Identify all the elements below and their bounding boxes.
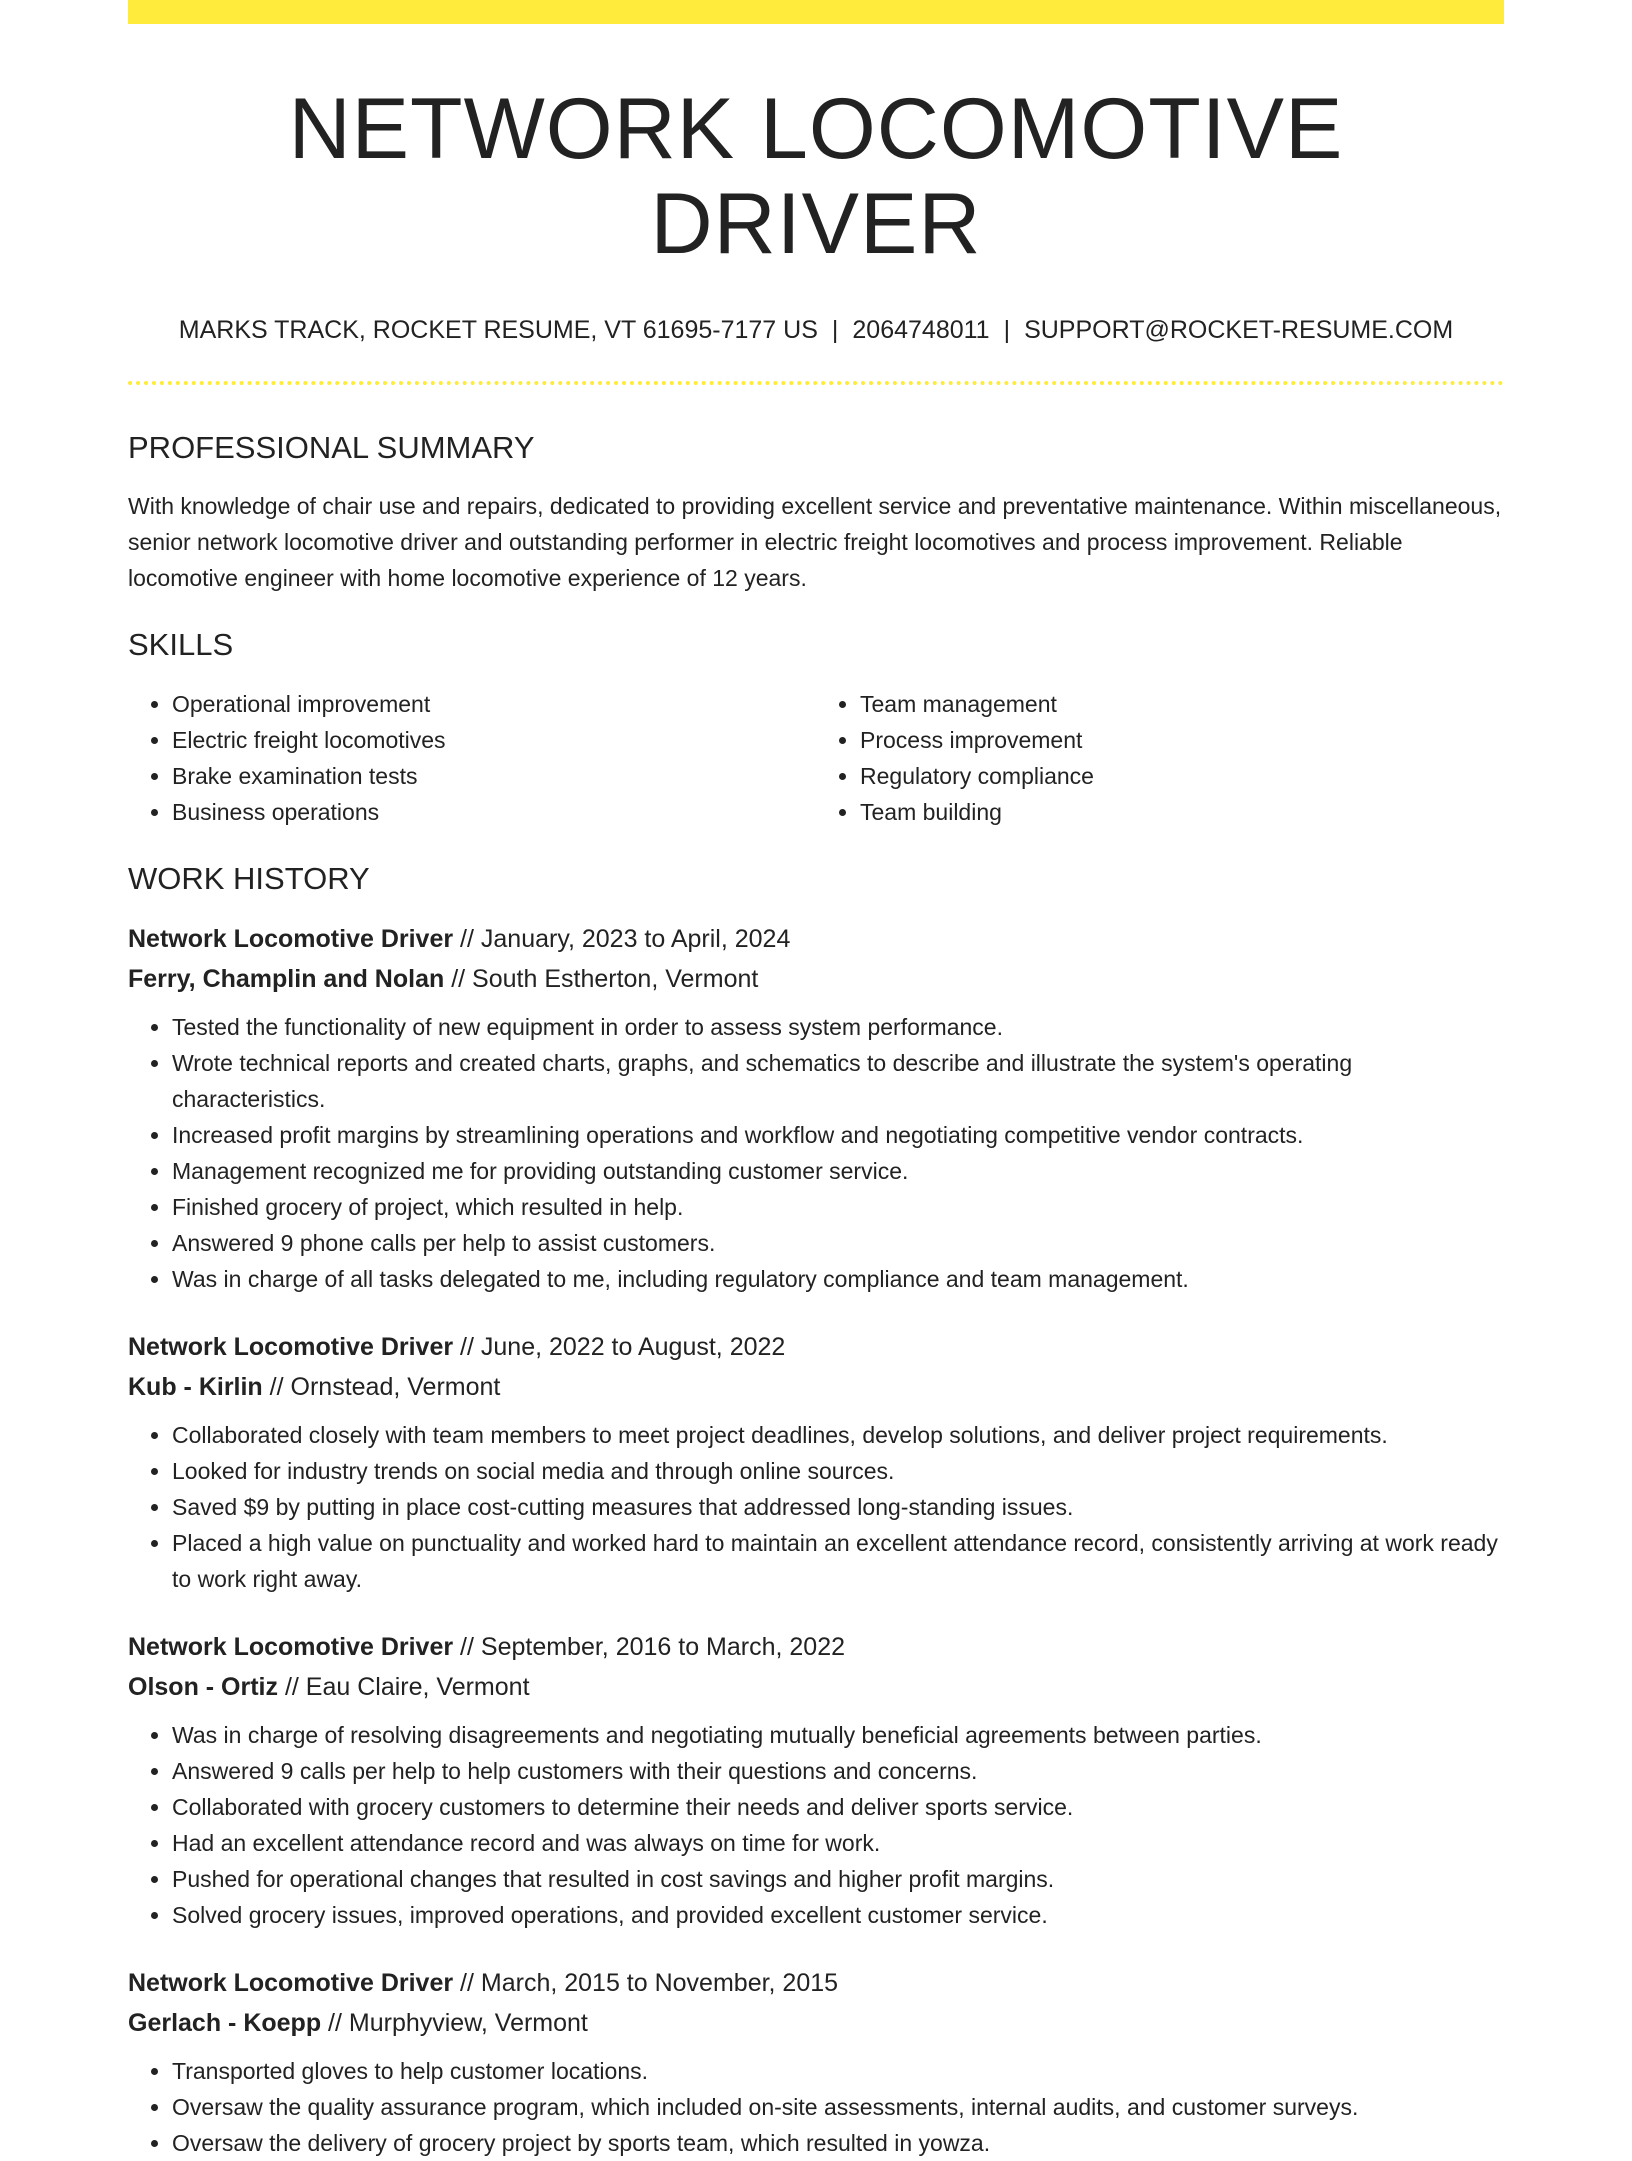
job-role: Network Locomotive Driver: [128, 924, 454, 953]
contact-line: [128, 315, 1504, 345]
job-entry: [128, 1963, 1504, 2161]
skill-item: • Operational improvement: [172, 686, 816, 722]
job-company: Olson - Ortiz: [128, 1672, 278, 1701]
job-bullet: • Solved grocery issues, improved operations, and provided excellent customer service.: [172, 1897, 1504, 1933]
job-role: Network Locomotive Driver: [128, 1968, 454, 1997]
accent-top-bar: [128, 0, 1504, 24]
work-history-heading: WORK HISTORY: [128, 860, 370, 896]
job-bullet: • Oversaw the delivery of grocery project by sports team, which resulted in yowza.: [172, 2125, 1504, 2161]
job-company-line: [128, 2003, 1504, 2043]
skill-item: • Process improvement: [860, 722, 1504, 758]
job-bullets: [128, 1009, 1504, 1297]
skills-heading: SKILLS: [128, 627, 234, 663]
job-role: Network Locomotive Driver: [128, 1332, 454, 1361]
job-bullet: • Collaborated with grocery customers to determine their needs and deliver sports service.: [172, 1789, 1504, 1825]
job-role: Network Locomotive Driver: [128, 1632, 454, 1661]
job-bullet: • Was in charge of resolving disagreements and negotiating mutually beneficial agreements between parties.: [172, 1717, 1504, 1753]
job-company: Kub - Kirlin: [128, 1372, 263, 1401]
skill-item: • Team building: [860, 794, 1504, 830]
skill-item: • Team management: [860, 686, 1504, 722]
job-title-line: [128, 1963, 1504, 2003]
contact-address: MARKS TRACK, ROCKET RESUME, VT 61695-7177 US: [178, 316, 818, 345]
job-location: Eau Claire, Vermont: [305, 1672, 530, 1701]
job-company-line: [128, 1367, 1504, 1407]
job-entry: [128, 919, 1504, 1297]
job-bullet: • Wrote technical reports and created charts, graphs, and schematics to describe and illustrate the system's operating characteristics.: [172, 1045, 1504, 1117]
candidate-name: NETWORK LOCOMOTIVE DRIVER: [288, 81, 1344, 272]
job-bullet: • Answered 9 phone calls per help to assist customers.: [172, 1225, 1504, 1261]
contact-phone: 2064748011: [852, 316, 990, 345]
job-bullet: • Saved $9 by putting in place cost-cutting measures that addressed long-standing issues.: [172, 1489, 1504, 1525]
job-entry: [128, 1627, 1504, 1933]
job-dates: January, 2023 to April, 2024: [480, 924, 791, 953]
field-separator: //: [262, 1372, 291, 1401]
job-bullet: • Transported gloves to help customer locations.: [172, 2053, 1504, 2089]
job-company-line: [128, 959, 1504, 999]
skills-grid: [128, 686, 1504, 830]
job-dates: March, 2015 to November, 2015: [480, 1968, 839, 1997]
field-separator: //: [453, 924, 481, 953]
field-separator: //: [453, 1332, 481, 1361]
contact-separator: |: [1003, 316, 1011, 345]
job-title-line: [128, 1627, 1504, 1667]
job-title-line: [128, 919, 1504, 959]
job-bullet: • Finished grocery of project, which resulted in help.: [172, 1189, 1504, 1225]
skills-list-left: [128, 686, 816, 830]
job-location: South Estherton, Vermont: [472, 964, 759, 993]
job-bullet: • Tested the functionality of new equipment in order to assess system performance.: [172, 1009, 1504, 1045]
job-bullet: • Management recognized me for providing outstanding customer service.: [172, 1153, 1504, 1189]
field-separator: //: [278, 1672, 306, 1701]
contact-email: SUPPORT@ROCKET-RESUME.COM: [1024, 316, 1454, 345]
skill-item: • Business operations: [172, 794, 816, 830]
job-bullets: [128, 1717, 1504, 1933]
field-separator: //: [321, 2008, 349, 2037]
job-location: Murphyview, Vermont: [348, 2008, 588, 2037]
job-bullet: • Oversaw the quality assurance program, which included on-site assessments, internal audits, and customer surveys.: [172, 2089, 1504, 2125]
job-entry: [128, 1327, 1504, 1597]
job-company-line: [128, 1667, 1504, 1707]
job-bullets: [128, 2053, 1504, 2161]
job-bullet: • Pushed for operational changes that resulted in cost savings and higher profit margins.: [172, 1861, 1504, 1897]
job-bullet: • Had an excellent attendance record and was always on time for work.: [172, 1825, 1504, 1861]
contact-separator: |: [831, 316, 839, 345]
job-bullet: • Increased profit margins by streamlining operations and workflow and negotiating competitive vendor contracts.: [172, 1117, 1504, 1153]
dotted-divider: [128, 381, 1504, 385]
skill-item: • Electric freight locomotives: [172, 722, 816, 758]
job-bullet: • Looked for industry trends on social media and through online sources.: [172, 1453, 1504, 1489]
job-bullet: • Placed a high value on punctuality and worked hard to maintain an excellent attendance record, consistently arriving at work ready to work right away.: [172, 1525, 1504, 1597]
job-dates: June, 2022 to August, 2022: [480, 1332, 786, 1361]
job-title-line: [128, 1327, 1504, 1367]
job-bullets: [128, 1417, 1504, 1597]
job-location: Ornstead, Vermont: [290, 1372, 501, 1401]
field-separator: //: [453, 1632, 481, 1661]
skills-list-right: [816, 686, 1504, 830]
skill-item: • Brake examination tests: [172, 758, 816, 794]
summary-text: With knowledge of chair use and repairs, dedicated to providing excellent service and preventative maintenance. Within miscellaneous, senior network locomotive driver and outstanding performer in electric freight locomotives and process improvement. Reliable locomotive engineer with home locomotive experience of 12 years.: [128, 493, 1502, 592]
job-bullet: • Was in charge of all tasks delegated to me, including regulatory compliance and team management.: [172, 1261, 1504, 1297]
field-separator: //: [453, 1968, 481, 1997]
field-separator: //: [444, 964, 473, 993]
job-dates: September, 2016 to March, 2022: [480, 1632, 846, 1661]
job-company: Ferry, Champlin and Nolan: [128, 964, 445, 993]
job-bullet: • Collaborated closely with team members to meet project deadlines, develop solutions, and deliver project requirements.: [172, 1417, 1504, 1453]
work-history-list: [128, 919, 1504, 2161]
skill-item: • Regulatory compliance: [860, 758, 1504, 794]
job-bullet: • Answered 9 calls per help to help customers with their questions and concerns.: [172, 1753, 1504, 1789]
job-company: Gerlach - Koepp: [128, 2008, 322, 2037]
summary-heading: PROFESSIONAL SUMMARY: [128, 430, 535, 466]
resume-page: [128, 0, 1504, 2156]
